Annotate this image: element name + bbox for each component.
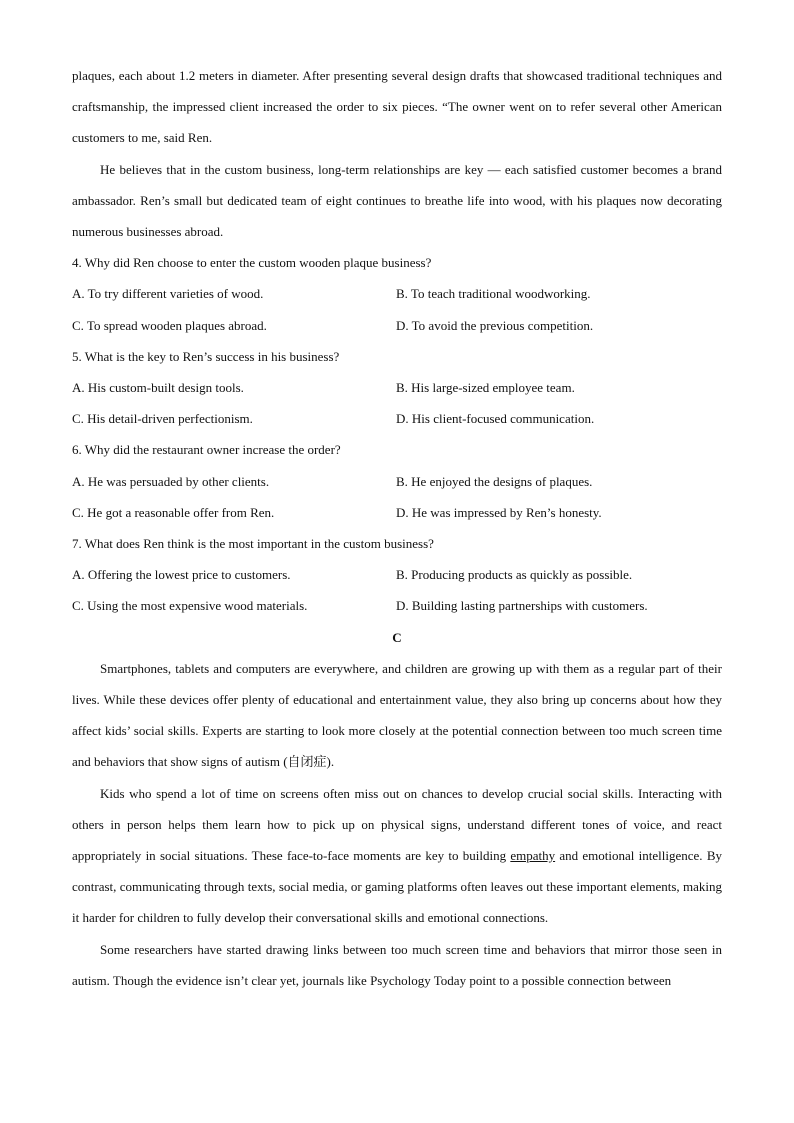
question-stem: 4. Why did Ren choose to enter the custom wooden plaque business?: [72, 255, 432, 271]
passage-c-paragraph-1: Smartphones, tablets and computers are everywhere, and children are growing up with them as a regular part of their lives. While these devices offer plenty of educational and entertainment value, they also bring up concerns about how they affect kids’ social skills. Experts are starting to look more closely at the potential connection between too much screen time and behaviors that show signs of autism (自闭症).: [72, 660, 722, 770]
option-b: B. His large-sized employee team.: [396, 380, 575, 396]
option-d: D. To avoid the previous competition.: [396, 317, 594, 333]
question-7: [72, 528, 722, 622]
option-a: A. To try different varieties of wood.: [72, 286, 264, 302]
paragraph-text: and emotional intelligence. By contrast, communicating through texts, social media, or gaming platforms often leaves out these important elements, making it harder for children to fully develop their conversational skills and emotional connections.: [72, 848, 722, 926]
option-d: D. His client-focused communication.: [396, 411, 595, 427]
option-b: B. Producing products as quickly as possible.: [396, 567, 633, 583]
option-c: C. He got a reasonable offer from Ren.: [72, 504, 275, 520]
question-stem: 5. What is the key to Ren’s success in his business?: [72, 348, 340, 364]
question-options: [72, 372, 722, 434]
question-stem: 7. What does Ren think is the most important in the custom business?: [72, 536, 434, 552]
section-heading: C: [392, 629, 402, 645]
option-b: B. He enjoyed the designs of plaques.: [396, 473, 593, 489]
question-stem: 6. Why did the restaurant owner increase the order?: [72, 442, 341, 458]
option-c: C. To spread wooden plaques abroad.: [72, 317, 267, 333]
page-content: [72, 60, 722, 996]
passage-c-paragraph-3: Some researchers have started drawing links between too much screen time and behaviors that mirror those seen in autism. Though the evidence isn’t clear yet, journals like Psychology Today point to a possible connection between: [72, 941, 722, 988]
option-a: A. Offering the lowest price to customers.: [72, 567, 291, 583]
passage-b-paragraph-2: He believes that in the custom business, long-term relationships are key — each satisfied customer becomes a brand ambassador. Ren’s small but dedicated team of eight continues to breathe life into wood, with his plaques now decorating numerous businesses abroad.: [72, 161, 722, 240]
question-6: [72, 434, 722, 528]
paragraph-text: Kids who spend a lot of time on screens often miss out on chances to develop crucial social skills. Interacting with others in person helps them learn how to pick up on physical signs, understand different tones of voice, and react appropriately in social situations. These face-to-face moments are key to building: [72, 785, 722, 864]
question-5: [72, 341, 722, 435]
option-a: A. He was persuaded by other clients.: [72, 473, 270, 489]
question-options: [72, 278, 722, 340]
option-d: D. He was impressed by Ren’s honesty.: [396, 504, 602, 520]
option-a: A. His custom-built design tools.: [72, 380, 244, 396]
option-c: C. Using the most expensive wood materials.: [72, 598, 308, 614]
question-options: [72, 466, 722, 528]
underlined-word: empathy: [510, 848, 556, 864]
question-4: [72, 247, 722, 341]
passage-b-paragraph-1: plaques, each about 1.2 meters in diameter. After presenting several design drafts that showcased traditional techniques and craftsmanship, the impressed client increased the order to six pieces. “The owner went on to refer several other American customers to me, said Ren.: [72, 68, 722, 146]
option-d: D. Building lasting partnerships with customers.: [396, 598, 648, 614]
option-c: C. His detail-driven perfectionism.: [72, 411, 253, 427]
option-b: B. To teach traditional woodworking.: [396, 286, 591, 302]
passage-c-paragraph-2: [72, 778, 722, 934]
question-options: [72, 559, 722, 621]
